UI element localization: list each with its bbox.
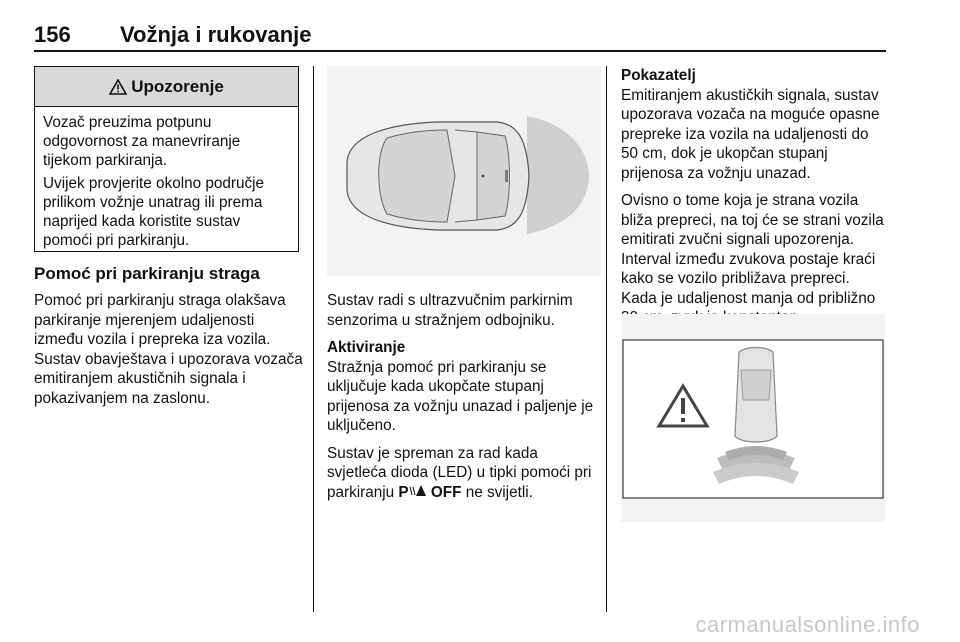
column-divider-right [606,66,607,612]
page-number: 156 [34,22,71,47]
watermark: carmanualsonline.info [695,612,920,637]
indicator-text: Emitiranjem akustičkih signala, sustav upozorava vozača na moguće opasne prepreke iza vozila na udaljenosti do 50 cm, dok je ukopčan stupanj prijenosa za vožnju unazad. [621,86,880,182]
activation-heading: Aktiviranje [327,339,406,356]
column-divider-left [313,66,314,612]
column-three [621,66,889,336]
parking-display-icon [621,314,885,522]
parking-button-letter: P [398,483,409,501]
warning-paragraph: Vozač preuzima potpunu odgovornost za manevriranje tijekom parkiranja. [43,114,241,169]
warning-title: Upozorenje [131,76,224,96]
section-heading: Pomoć pri parkiranju straga [34,264,260,283]
ready-text [327,444,599,503]
sound-waves-icon [409,484,427,497]
warning-box [34,66,299,252]
sensors-text: Sustav radi s ultrazvučnim parkirnim senzorima u stražnjem odbojniku. [327,292,573,329]
indicator-heading: Pokazatelj [621,67,696,84]
column-two [327,291,599,510]
warning-body [35,107,298,250]
parking-button-off: OFF [430,483,462,501]
ready-text-start: Sustav je spreman za rad kada svjetleća dioda (LED) u tipki pomoći pri parkiranju [327,444,592,501]
page-header [34,22,886,52]
interval-text: Ovisno o tome koja je strana vozila bliža prepreci, na toj će se strani vozila emitirati zvučni signali upozorenja. Interval između zvukova postaje kraći kako se vozilo približava prepreci. Kada je udaljenost manja od približno [621,192,884,307]
rear-sensor-illustration [327,66,601,276]
ready-text-end: ne svijetli. [465,483,533,501]
activation-text: Stražnja pomoć pri parkiranju se uključuje kada ukopčate stupanj prijenosa za vožnju unazad i paljenje je uključeno. [327,358,594,434]
display-illustration [621,314,885,522]
section-intro: Pomoć pri parkiranju straga olakšava parkiranje mjerenjem udaljenosti između vozila i prepreka iza vozila. Sustav obavještava i upozorava vozača emitiranjem akustičnih signala i pokazivanjem na zaslonu. [34,292,303,407]
warning-paragraph: Uvijek provjerite okolno područje prilikom vožnje unatrag ili prema naprijed kada koristite sustav pomoći pri parkiranju. [43,175,265,249]
chapter-title: Vožnja i rukovanje [120,22,312,47]
warning-triangle-icon [109,79,127,95]
warning-header [35,67,298,107]
parking-assist-button-icon [398,484,461,501]
car-top-view-icon [327,66,601,276]
header-rule [34,50,886,52]
